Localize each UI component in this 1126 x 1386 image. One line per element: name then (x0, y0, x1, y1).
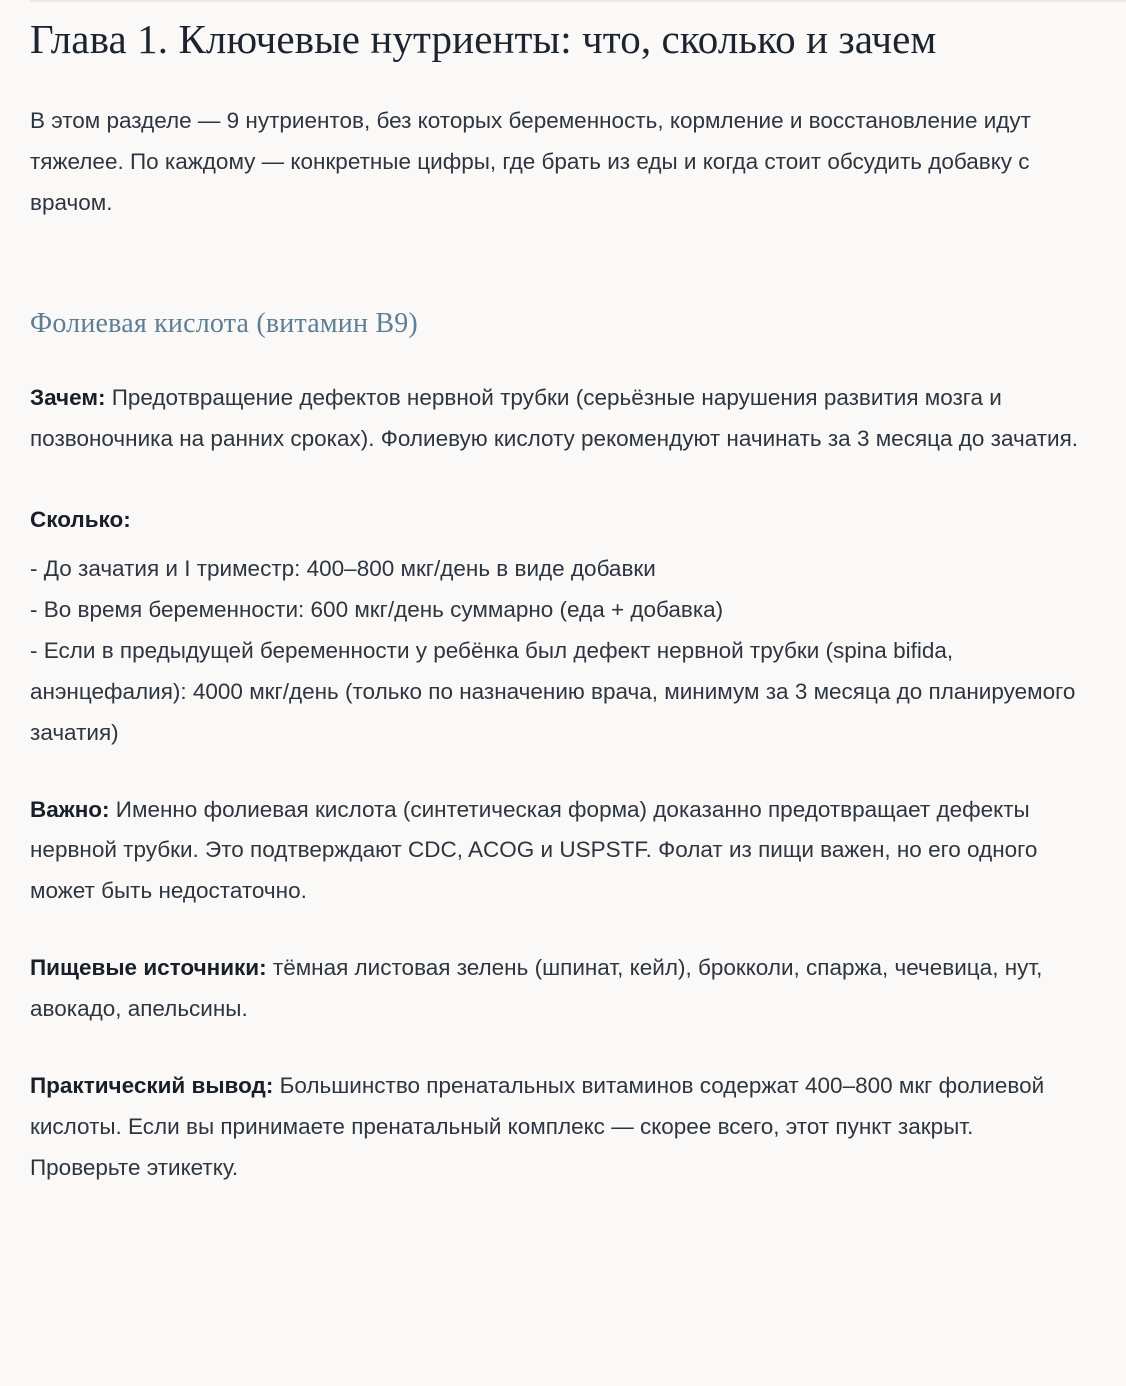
intro-paragraph: В этом разделе — 9 нутриентов, без которых беременность, кормление и восстановление идут тяжелее. По каждому — конкретные цифры, где брать из еды и когда стоит обсудить добавку с врачом. (30, 107, 1031, 215)
important-label: Важно: (30, 796, 110, 822)
important-paragraph (30, 790, 1080, 913)
practical-label: Практический вывод: (30, 1073, 274, 1099)
important-text: Именно фолиевая кислота (синтетическая форма) доказанно предотвращает дефекты нервной трубки. Это подтверждают CDC, ACOG и USPSTF. Фолат из пищи важен, но его одного может быть недостаточно. (30, 796, 1038, 904)
why-text: Предотвращение дефектов нервной трубки (серьёзные нарушения развития мозга и позвоночника на ранних сроках). Фолиевую кислоту рекомендуют начинать за 3 месяца до зачатия. (30, 385, 1079, 451)
list-item: - До зачатия и I триместр: 400–800 мкг/день в виде добавки (30, 555, 656, 581)
how-much-label: Сколько: (30, 506, 131, 532)
food-sources-text: тёмная листовая зелень (шпинат, кейл), брокколи, спаржа, чечевица, нут, авокадо, апельсины. (30, 955, 1043, 1022)
section-heading-folic-acid: Фолиевая кислота (витамин B9) (30, 307, 418, 339)
list-item: - Если в предыдущей беременности у ребёнка был дефект нервной трубки (spina bifida, анэнцефалия): 4000 мкг/день (только по назначению врача, минимум за 3 месяца до планируемого зачатия) (30, 637, 1076, 745)
list-item: - Во время беременности: 600 мкг/день суммарно (еда + добавка) (30, 596, 724, 622)
top-divider (30, 0, 1126, 2)
food-sources-paragraph (30, 948, 1080, 1030)
food-sources-label: Пищевые источники: (30, 955, 267, 981)
why-paragraph (30, 378, 1080, 460)
practical-text: Большинство пренатальных витаминов содержат 400–800 мкг фолиевой кислоты. Если вы принимаете пренатальный комплекс — скорее всего, этот пункт закрыт. Проверьте этикетку. (30, 1073, 1045, 1181)
how-much-list (30, 549, 1080, 754)
page-title: Глава 1. Ключевые нутриенты: что, сколько и зачем (30, 16, 937, 62)
practical-paragraph (30, 1066, 1080, 1189)
why-label: Зачем: (30, 385, 106, 411)
